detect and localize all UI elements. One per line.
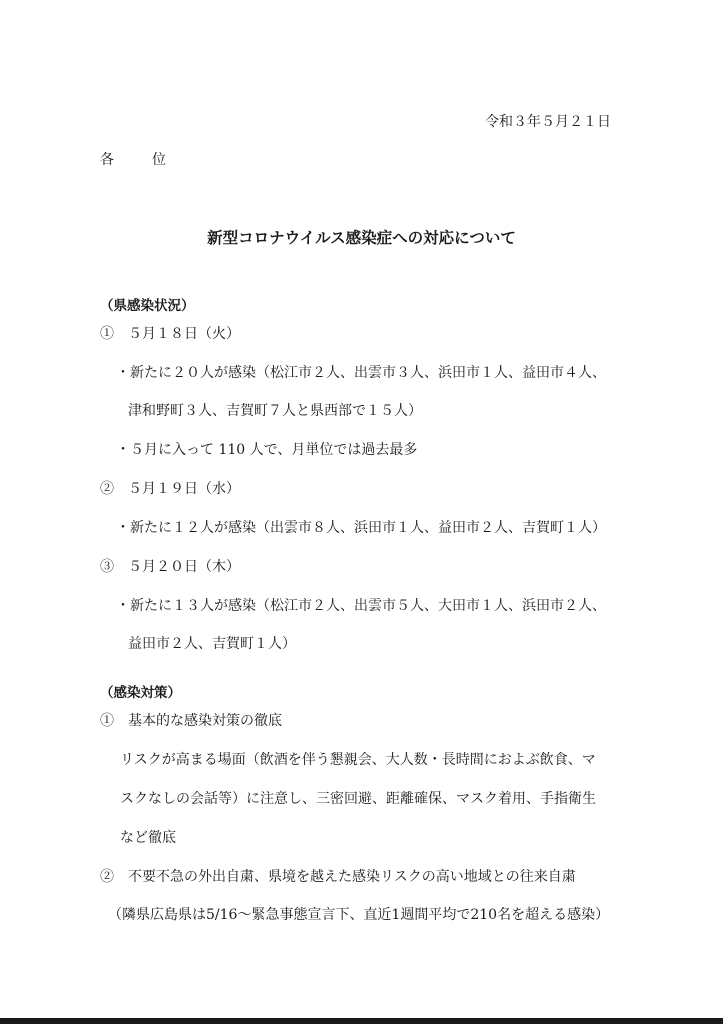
entry-date-may20: ③ ５月２０日（木） (100, 559, 240, 575)
entry-date-may18: ① ５月１８日（火） (100, 326, 240, 342)
measure-item-1-line-3: など徹底 (120, 830, 176, 846)
measure-item-1-line-2: スクなしの会話等）に注意し、三密回避、距離確保、マスク着用、手指衛生 (120, 791, 596, 807)
entry-bullet-may19-1: ・新たに１２人が感染（出雲市８人、浜田市１人、益田市２人、吉賀町１人） (116, 520, 606, 536)
document-title: 新型コロナウイルス感染症への対応について (207, 229, 516, 247)
entry-date-may19: ② ５月１９日（水） (100, 481, 240, 497)
addressee: 各 位 (100, 152, 178, 168)
entry-bullet-may18-1: ・新たに２０人が感染（松江市２人、出雲市３人、浜田市１人、益田市４人、 (116, 365, 606, 381)
page-bottom-border (0, 1018, 723, 1024)
measure-item-2-label: ② 不要不急の外出自粛、県境を越えた感染リスクの高い地域との往来自粛 (100, 869, 576, 885)
document-date: 令和３年５月２１日 (485, 114, 611, 130)
entry-bullet-may20-1-cont: 益田市２人、吉賀町１人） (128, 636, 296, 652)
entry-bullet-may20-1: ・新たに１３人が感染（松江市２人、出雲市５人、大田市１人、浜田市２人、 (116, 598, 606, 614)
entry-bullet-may18-1-cont: 津和野町３人、吉賀町７人と県西部で１５人） (128, 403, 422, 419)
measure-item-2-line-1: （隣県広島県は5/16～緊急事態宣言下、直近1週間平均で210名を超える感染） (108, 907, 610, 923)
section-heading-measures: （感染対策） (100, 685, 181, 701)
section-heading-infection-status: （県感染状況） (100, 298, 195, 314)
measure-item-1-line-1: リスクが高まる場面（飲酒を伴う懇親会、大人数・長時間におよぶ飲食、マ (120, 752, 596, 768)
entry-bullet-may18-2: ・５月に入って 110 人で、月単位では過去最多 (116, 442, 418, 458)
measure-item-1-label: ① 基本的な感染対策の徹底 (100, 713, 282, 729)
